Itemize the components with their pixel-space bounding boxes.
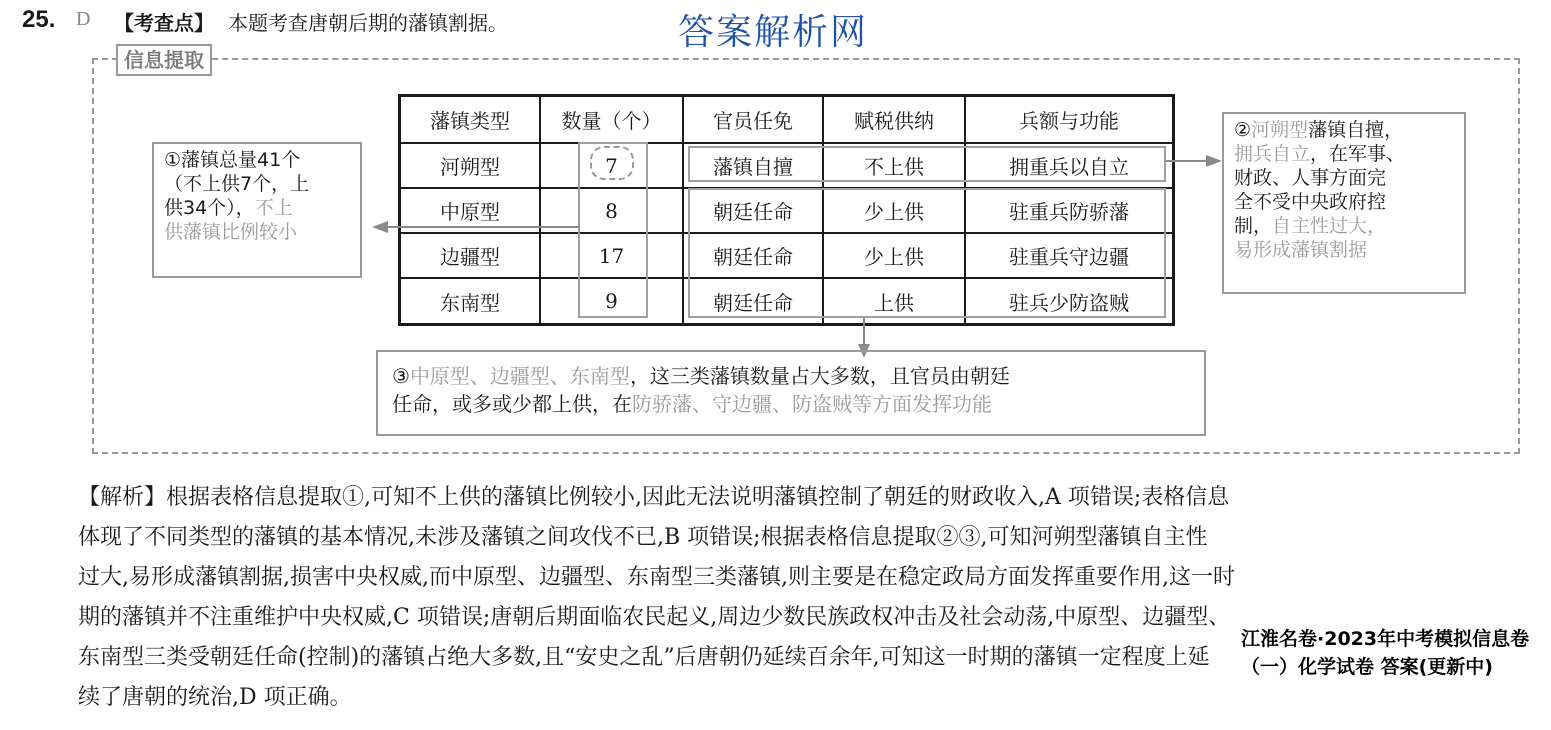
table-header-cell: 兵额与功能 (1019, 109, 1119, 133)
table-cell: 8 (605, 198, 618, 223)
table-cell: 朝廷任命 (713, 200, 793, 224)
analysis-line: 【解析】根据表格信息提取①,可知不上供的藩镇比例较小,因此无法说明藩镇控制了朝廷的财政收入,A 项错误;表格信息 (78, 485, 1230, 510)
arrow-head-right-icon (1206, 153, 1222, 169)
analysis-line: 东南型三类受朝廷任命(控制)的藩镇占绝大多数,且“安史之乱”后唐朝仍延续百余年,可知这一时期的藩镇一定程度上延 (78, 645, 1210, 670)
table-cell: 朝廷任命 (713, 290, 793, 315)
watermark: 答案解析网 (678, 12, 869, 53)
table-cell: 驻兵少防盗贼 (1009, 290, 1129, 315)
exam-point-text: 本题考查唐朝后期的藩镇割据。 (228, 11, 508, 35)
value-seven-highlight (590, 146, 634, 180)
lower-rows-highlight (688, 188, 1166, 318)
table-cell: 拥重兵以自立 (1009, 155, 1129, 179)
table-cell: 上供 (874, 290, 914, 315)
table-cell: 17 (598, 243, 625, 268)
note-3-text: 中原型、边疆型、东南型 (409, 364, 630, 388)
note-3 (376, 350, 1206, 436)
exam-point-tag: 【考查点】 (114, 11, 214, 35)
note-2-line: 易形成藩镇割据 (1234, 239, 1368, 261)
table-cell: 驻重兵守边疆 (1009, 245, 1129, 269)
note-2 (1222, 112, 1466, 294)
note-1-line: 供34个）， (164, 197, 255, 219)
table-cell: 河朔型 (440, 155, 500, 179)
question-number: 25. (22, 6, 56, 33)
note-1-line: （不上供7个，上 (164, 173, 310, 195)
table-cell: 7 (605, 153, 618, 178)
analysis-line: 续了唐朝的统治,D 项正确。 (78, 685, 352, 710)
note-2-line: 财政、人事方面完 (1234, 167, 1387, 189)
note-3-text: 任命，或多或少都上供，在 (392, 392, 632, 416)
analysis-line: 体现了不同类型的藩镇的基本情况,未涉及藩镇之间攻伐不已,B 项错误;根据表格信息提取②③,可知河朔型藩镇自主性 (78, 525, 1208, 550)
table-header-cell: 藩镇类型 (430, 109, 510, 133)
note-1 (152, 142, 362, 278)
table-cell: 朝廷任命 (713, 245, 793, 269)
note-1-line: 供藩镇比例较小 (164, 221, 298, 243)
table-header-cell: 数量（个） (561, 109, 662, 133)
note-2-line: 自主性过大， (1272, 215, 1387, 237)
table-cell: 边疆型 (440, 245, 500, 269)
arrow-line (1166, 160, 1208, 162)
note-1-line: 不上 (254, 197, 293, 219)
overlay-caption: 江淮名卷·2023年中考模拟信息卷（一）化学试卷 答案(更新中) (1241, 625, 1541, 681)
analysis-line: 过大,易形成藩镇割据,损害中央权威,而中原型、边疆型、东南型三类藩镇,则主要是在稳定政局方面发挥重要作用,这一时 (78, 565, 1235, 590)
arrow-line (384, 226, 580, 228)
table-cell: 东南型 (440, 290, 500, 315)
arrow-head-left-icon (372, 219, 388, 235)
table-cell: 少上供 (864, 245, 924, 269)
analysis-line: 期的藩镇并不注重维护中央权威,C 项错误;唐朝后期面临农民起义,周边少数民族政权冲击及社会动荡,中原型、边疆型、 (78, 605, 1231, 630)
note-2-line: 全不受中央政府控 (1234, 191, 1387, 213)
note-2-line: ② (1234, 119, 1252, 141)
hebei-row-highlight (688, 146, 1166, 182)
note-3-text: ，这三类藩镇数量占大多数，且官员由朝廷 (629, 364, 1010, 388)
note-1-line: ①藩镇总量41个 (164, 149, 301, 171)
table-cell: 9 (605, 289, 618, 313)
table-header-cell: 赋税供纳 (854, 109, 934, 133)
note-2-line: ，在军事、 (1310, 143, 1406, 165)
table-header-cell: 官员任免 (713, 109, 793, 133)
table-cell: 少上供 (864, 200, 924, 224)
table-cell: 藩镇自擅 (713, 155, 793, 179)
answer-letter: D (76, 8, 91, 30)
table-cell: 中原型 (440, 200, 500, 224)
note-3-text: 防骄藩、守边疆、防盗贼等方面发挥功能 (632, 392, 992, 416)
table-cell: 驻重兵防骄藩 (1009, 200, 1129, 224)
table-cell: 不上供 (864, 155, 924, 179)
info-extraction-title: 信息提取 (116, 44, 212, 76)
note-2-line: 藩镇自擅， (1308, 119, 1404, 141)
note-2-line: 制， (1234, 215, 1273, 237)
note-3-text: ③ (392, 364, 410, 388)
note-2-line: 河朔型 (1251, 119, 1309, 141)
note-2-line: 拥兵自立 (1234, 143, 1311, 165)
